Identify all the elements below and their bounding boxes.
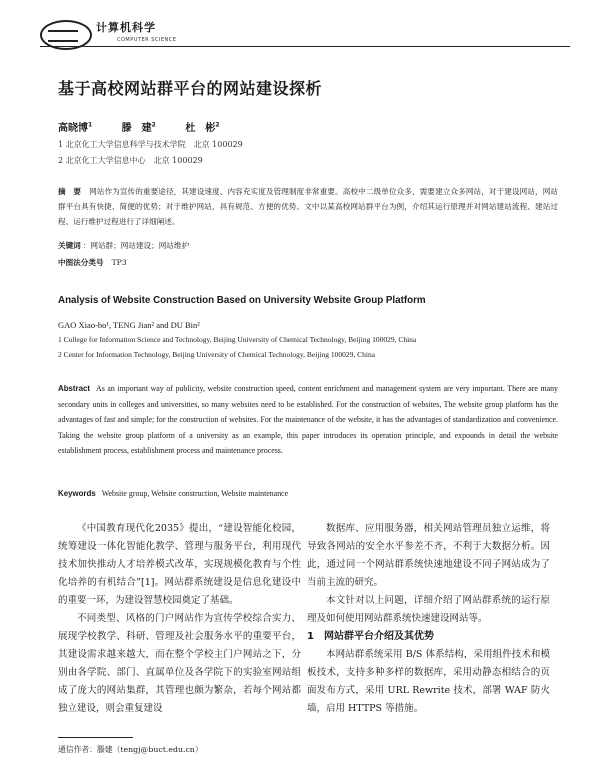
keywords-cn-label: 关键词 bbox=[58, 241, 81, 250]
body-paragraph: 本文针对以上问题，详细介绍了网站群系统的运行原理及如何使用网站群系统快速建设网站等。 bbox=[307, 595, 550, 624]
keywords-en-label: Keywords bbox=[58, 489, 96, 498]
journal-name-cn: 计算机科学 bbox=[96, 21, 156, 34]
abstract-en-text: As an important way of publicity, website construction speed, content enrichment and management system are very important. There are many secondary units in colleges and universities, so many websites need to be established. For the construction of websites, The website group platform has the advantages of fast and simple; for the construction of websites. For the maintenance of the website, it has the advantages of standardization and convenience. Taking the website group platform of a university as an example, this paper introduces its operation principle, and expounds in detail the website establishment process, establishment process and maintenance process. bbox=[58, 384, 558, 455]
abstract-cn bbox=[58, 184, 558, 229]
clc-number bbox=[58, 255, 558, 270]
section-heading bbox=[307, 628, 550, 646]
clc-value: TP3 bbox=[111, 258, 127, 267]
abstract-en bbox=[58, 381, 558, 459]
author-cn: 滕 建$^2$ bbox=[121, 121, 156, 134]
footnote-corresponding-author: 通信作者：滕建（tengj@buct.edu.cn） bbox=[58, 745, 203, 754]
body-column-right bbox=[307, 520, 550, 718]
keywords-en bbox=[58, 486, 558, 502]
keywords-cn-text: 网站群；网站建设；网站维护 bbox=[90, 241, 190, 250]
clc-label: 中图法分类号 bbox=[58, 258, 104, 267]
affiliation-cn-1: 1 北京化工大学信息科学与技术学院 北京 100029 bbox=[58, 140, 243, 149]
body-column-left bbox=[58, 520, 301, 718]
affiliation-en-2: 2 Center for Information Technology, Beijing University of Chemical Technology, Beijing 100029, China bbox=[58, 350, 376, 359]
journal-name-en: COMPUTER SCIENCE bbox=[117, 37, 177, 43]
author-cn: 杜 彬$^2$ bbox=[185, 121, 220, 134]
abstract-cn-text: 网站作为宣传的重要途径，其建设速度、内容充实度及管理制度非常重要。高校中二级单位众多，需要建立众多网站，对于建设网站，网站群平台具有快捷、简便的优势；对于维护网站，具有规范、方便的优势。文中以某高校网站群平台为例，介绍其运行原理并对网站建站流程、建站过程、运行维护过程进行了详细阐述。 bbox=[58, 187, 559, 226]
affiliation-cn-2: 2 北京化工大学信息中心 北京 100029 bbox=[58, 156, 203, 165]
abstract-en-label: Abstract bbox=[58, 384, 91, 393]
footnote-divider bbox=[58, 737, 133, 738]
body-paragraph: 《中国教育现代化2035》提出，“建设智能化校园，统筹建设一体化智能化教学、管理与服务平台，利用现代技术加快推动人才培养模式改革，实现规模化教育与个性化培养的有机结合”[1]。网站群系统建设是信息化建设中的重要一环，为建设智慧校园奠定了基础。 bbox=[58, 523, 301, 606]
author-cn: 高晓博$^1$ bbox=[58, 121, 93, 134]
body-paragraph: 数据库、应用服务器，相关网站管理员独立运维，将导致各网站的安全水平参差不齐，不利于大数据分析。因此，通过同一个网站群系统快速地建设不同子网站成为了当前主流的研究。 bbox=[307, 523, 550, 588]
paper-title-en: Analysis of Website Construction Based on University Website Group Platform bbox=[58, 295, 426, 306]
body-paragraph: 不同类型、风格的门户网站作为宣传学校综合实力、展现学校教学、科研、管理及社会服务水平的重要平台，其建设需求越来越大，而在整个学校主门户网站之下，分别由各学院、部门、直属单位及各学院下的实验室网站组成了庞大的网站集群，其管理也颇为繁杂，若每个网站都独立建设，则会重复建设 bbox=[58, 613, 301, 714]
body-paragraph: 本网站群系统采用 B/S 体系结构，采用组件技术和模板技术，支持多种多样的数据库，采用动静态相结合的页面发布方式，采用 URL Rewrite 技术，部署 WAF 防火墙，启用 HTTPS 等措施。 bbox=[307, 649, 550, 714]
paper-title-cn: 基于高校网站群平台的网站建设探析 bbox=[58, 79, 323, 98]
keywords-cn: 关键词 ：网站群；网站建设；网站维护 bbox=[58, 241, 190, 250]
abstract-cn-label: 摘 要 bbox=[58, 187, 82, 196]
section-number: 1 bbox=[307, 631, 314, 642]
header-divider bbox=[40, 46, 570, 47]
keywords-en-text: Website group, Website construction, Website maintenance bbox=[101, 489, 289, 498]
authors-cn bbox=[58, 119, 246, 134]
affiliation-en-1: 1 College for Information Science and Technology, Beijing University of Chemical Technology, Beijing 100029, China bbox=[58, 335, 417, 344]
section-title: 网站群平台介绍及其优势 bbox=[323, 631, 434, 642]
authors-en: GAO Xiao-bo¹, TENG Jian² and DU Bin² bbox=[58, 320, 200, 330]
